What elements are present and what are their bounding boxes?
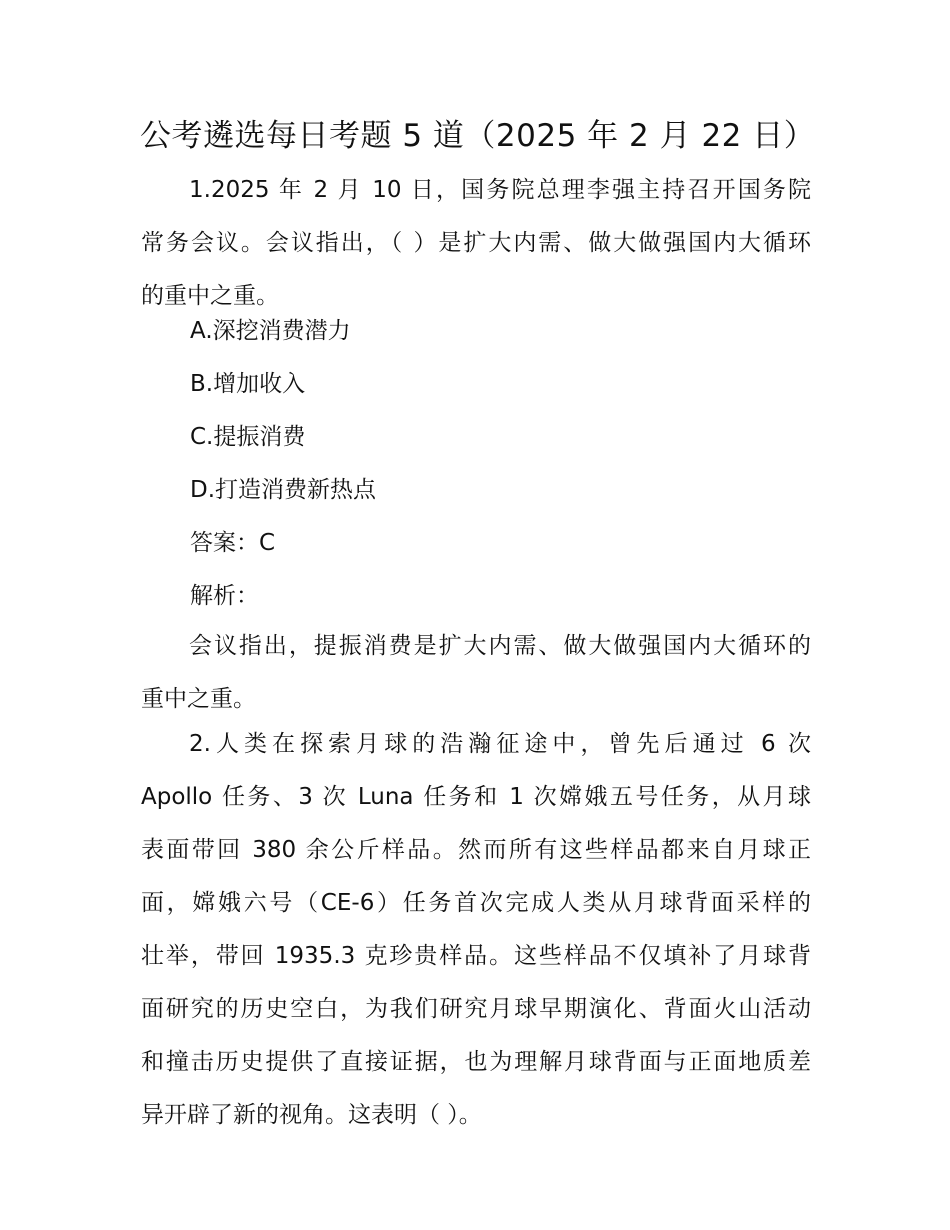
question-1-line-3: 的重中之重。: [141, 283, 279, 309]
question-2-line-6: 面研究的历史空白，为我们研究月球早期演化、背面火山活动: [141, 996, 811, 1022]
answer-label: 答案：C: [190, 530, 276, 556]
analysis-line-1: 会议指出，提振消费是扩大内需、做大做强国内大循环的: [189, 633, 811, 659]
question-2-stem: [141, 718, 811, 1142]
question-1-stem: [141, 164, 811, 323]
option-d: D.打造消费新热点: [190, 477, 377, 503]
analysis-line-2: 重中之重。: [141, 686, 256, 712]
option-a: A.深挖消费潜力: [190, 318, 351, 344]
question-2-line-5: 壮举，带回 1935.3 克珍贵样品。这些样品不仅填补了月球背: [141, 943, 811, 969]
question-2-line-3: 表面带回 380 余公斤样品。然而所有这些样品都来自月球正: [141, 837, 811, 863]
analysis-label: 解析：: [190, 583, 259, 609]
question-2-line-4: 面，嫦娥六号（CE-6）任务首次完成人类从月球背面采样的: [141, 890, 811, 916]
document-title: 公考遴选每日考题 5 道（2025 年 2 月 22 日）: [140, 118, 816, 154]
question-1-analysis: [141, 620, 811, 726]
question-2-line-7: 和撞击历史提供了直接证据，也为理解月球背面与正面地质差: [141, 1049, 811, 1075]
question-1-line-1: 1.2025 年 2 月 10 日，国务院总理李强主持召开国务院: [189, 177, 811, 203]
option-c: C.提振消费: [190, 424, 306, 450]
question-2-line-2: Apollo 任务、3 次 Luna 任务和 1 次嫦娥五号任务，从月球: [141, 784, 811, 810]
question-2-line-1: 2.人类在探索月球的浩瀚征途中，曾先后通过 6 次: [189, 731, 811, 757]
option-b: B.增加收入: [190, 371, 306, 397]
question-1-line-2: 常务会议。会议指出，（ ）是扩大内需、做大做强国内大循环: [141, 230, 811, 256]
question-2-line-8: 异开辟了新的视角。这表明（ ）。: [141, 1102, 482, 1128]
